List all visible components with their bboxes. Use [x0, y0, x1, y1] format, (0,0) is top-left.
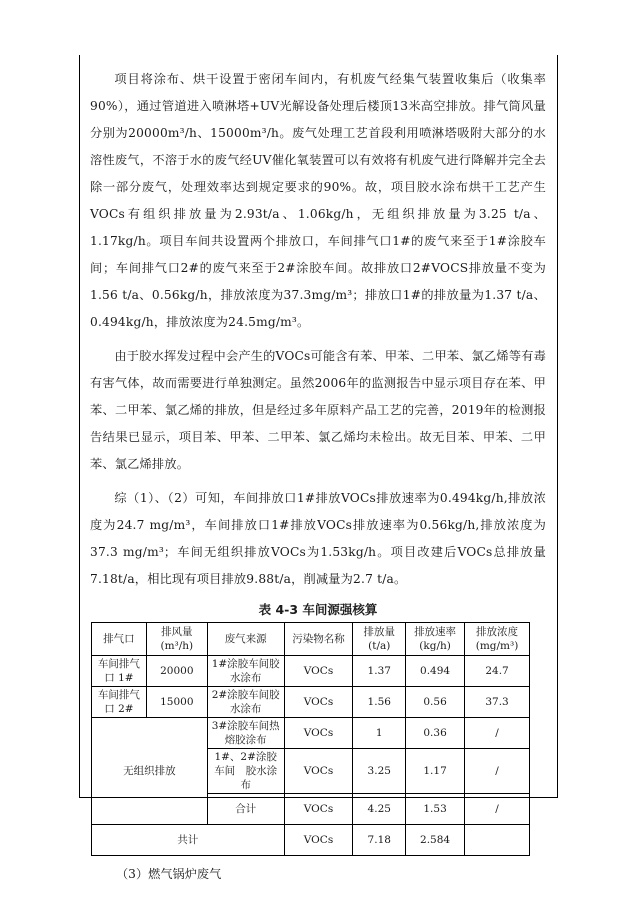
cell-amount: 1 — [353, 718, 406, 749]
cell-rate: 1.53 — [406, 794, 465, 825]
cell-source: 3#涂胶车间热熔胶涂布 — [207, 718, 284, 749]
table-header-row — [92, 623, 530, 656]
cell-amount: 1.56 — [353, 687, 406, 718]
cell-conc: / — [465, 794, 530, 825]
cell-rate: 0.56 — [406, 687, 465, 718]
cell-airflow: 15000 — [146, 687, 207, 718]
cell-rate: 2.584 — [406, 825, 465, 856]
paragraph-1: 项目将涂布、烘干设置于密闭车间内，有机废气经集气装置收集后（收集率90%），通过管道进入喷淋塔+UV光解设备处理后楼顶13米高空排放。排气筒风量分别为20000m³/h、15000m³/h。废气处理工艺首段利用喷淋塔吸附大部分的水溶性废气，不溶于水的废气经UV催化氧装置可以有效将有机废气进行降解并完全去除一部分废气，处理效率达到规定要求的90%。故，项目胶水涂布烘干工艺产生VOCs有组织排放量为2.93t/a、1.06kg/h，无组织排放量为3.25 t/a、1.17kg/h。项目车间共设置两个排放口，车间排气口1#的废气来至于1#涂胶车间；车间排气口2#的废气来至于2#涂胶车间。故排放口2#VOCS排放量不变为1.56 t/a、0.56kg/h，排放浓度为37.3mg/m³；排放口1#的排放量为1.37 t/a、0.494kg/h，排放浓度为24.5mg/m³。 — [90, 72, 546, 329]
cell-pollutant: VOCs — [284, 749, 353, 794]
header-rate: 排放速率 (kg/h) — [406, 623, 465, 656]
source-strength-table — [91, 622, 530, 856]
table-total-row — [92, 825, 530, 856]
cell-pollutant: VOCs — [284, 656, 353, 687]
cell-outlet: 车间排气口 2# — [92, 687, 147, 718]
header-pollutant: 污染物名称 — [284, 623, 353, 656]
cell-fugitive-label: 无组织排放 — [92, 718, 208, 825]
header-conc: 排放浓度 (mg/m³) — [465, 623, 530, 656]
cell-amount: 7.18 — [353, 825, 406, 856]
header-amount: 排放量 (t/a) — [353, 623, 406, 656]
paragraph-2: 由于胶水挥发过程中会产生的VOCs可能含有苯、甲苯、二甲苯、氯乙烯等有毒有害气体，故而需要进行单独测定。虽然2006年的监测报告中显示项目存在苯、甲苯、二甲苯、氯乙烯的排放，但是经过多年原料产品工艺的完善，2019年的检测报告结果已显示，项目苯、甲苯、二甲苯、氯乙烯均未检出。故无目苯、甲苯、二甲苯、氯乙烯排放。 — [90, 349, 546, 471]
cell-conc: 24.7 — [465, 656, 530, 687]
paragraph-3: 综（1）、（2）可知，车间排放口1#排放VOCs排放速率为0.494kg/h,排放浓度为24.7 mg/m³，车间排放口1#排放VOCs排放速率为0.56kg/h,排放浓度为37.3 mg/m³；车间无组织排放VOCs为1.53kg/h。项目改建后VOCs总排放量7.18t/a，相比现有项目排放9.88t/a，削减量为2.7 t/a。 — [90, 491, 546, 586]
header-airflow: 排风量 (m³/h) — [146, 623, 207, 656]
header-outlet: 排气口 — [92, 623, 147, 656]
cell-source: 1#涂胶车间胶水涂布 — [207, 656, 284, 687]
cell-pollutant: VOCs — [284, 687, 353, 718]
cell-airflow: 20000 — [146, 656, 207, 687]
section-heading: （3）燃气锅炉废气 — [116, 867, 222, 881]
table-row — [92, 656, 530, 687]
cell-amount: 4.25 — [353, 794, 406, 825]
table-row — [92, 718, 530, 749]
cell-rate: 0.36 — [406, 718, 465, 749]
cell-pollutant: VOCs — [284, 794, 353, 825]
document-body — [90, 66, 546, 884]
cell-conc: / — [465, 749, 530, 794]
cell-conc — [465, 825, 530, 856]
cell-amount: 1.37 — [353, 656, 406, 687]
cell-conc: 37.3 — [465, 687, 530, 718]
cell-conc: / — [465, 718, 530, 749]
header-source: 废气来源 — [207, 623, 284, 656]
cell-source: 合计 — [207, 794, 284, 825]
table-caption: 表 4-3 车间源强核算 — [258, 602, 378, 617]
cell-pollutant: VOCs — [284, 825, 353, 856]
cell-rate: 0.494 — [406, 656, 465, 687]
cell-source: 1#、2#涂胶车间 胶水涂布 — [207, 749, 284, 794]
cell-outlet: 车间排气口 1# — [92, 656, 147, 687]
cell-pollutant: VOCs — [284, 718, 353, 749]
cell-source: 2#涂胶车间胶水涂布 — [207, 687, 284, 718]
cell-amount: 3.25 — [353, 749, 406, 794]
cell-total-label: 共计 — [92, 825, 285, 856]
table-row — [92, 687, 530, 718]
cell-rate: 1.17 — [406, 749, 465, 794]
